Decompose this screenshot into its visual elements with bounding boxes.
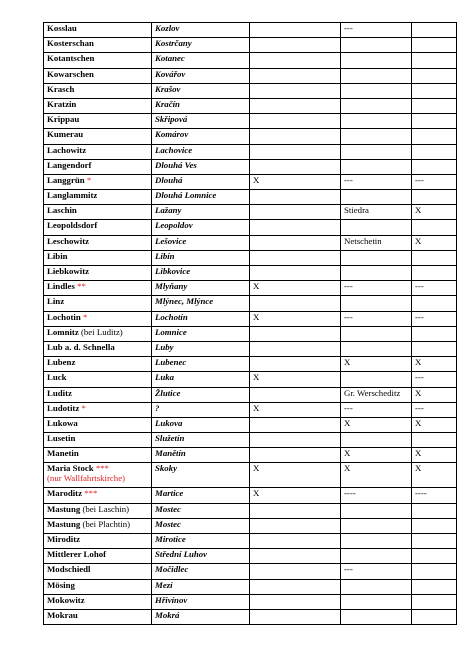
german-name: Maria Stock (47, 463, 94, 474)
value-cell-c3 (250, 266, 341, 281)
value-cell-c3 (250, 564, 341, 579)
value-cell-c3 (250, 594, 341, 609)
table-row (44, 488, 457, 503)
table-row (44, 387, 457, 402)
value-cell-c5: X (412, 357, 457, 372)
german-name: Krasch (47, 83, 75, 94)
value-cell-c5 (412, 579, 457, 594)
german-name-cell (44, 448, 152, 463)
value-cell-c4 (341, 220, 412, 235)
table-row (44, 448, 457, 463)
czech-name-cell: Dlouhá Ves (152, 159, 250, 174)
table-row (44, 417, 457, 432)
german-name-cell (44, 129, 152, 144)
german-name: Krippau (47, 114, 80, 125)
german-name: Mastung (47, 503, 81, 514)
value-cell-c4 (341, 534, 412, 549)
german-name-cell (44, 159, 152, 174)
value-cell-c3 (250, 38, 341, 53)
name-qualifier: (bei Luditz) (80, 326, 123, 337)
name-qualifier: (bei Laschin) (82, 503, 130, 514)
footnote-marker: * (82, 311, 88, 322)
value-cell-c4: --- (341, 23, 412, 38)
german-name-cell (44, 190, 152, 205)
german-name-cell (44, 281, 152, 296)
value-cell-c5 (412, 53, 457, 68)
value-cell-c3 (250, 129, 341, 144)
german-name: Ludotitz (47, 402, 80, 413)
german-name-cell (44, 250, 152, 265)
german-name: Langendorf (47, 159, 92, 170)
german-name: Mittlerer Lohof (47, 549, 107, 560)
german-name-cell (44, 503, 152, 518)
german-name: Linz (47, 296, 65, 307)
value-cell-c5 (412, 68, 457, 83)
czech-name-cell: Leopoldov (152, 220, 250, 235)
table-row (44, 114, 457, 129)
german-name: Miroditz (47, 534, 81, 544)
table-row (44, 534, 457, 549)
german-name: Kosslau (47, 23, 77, 33)
value-cell-c3 (250, 83, 341, 98)
czech-name-cell: Luka (152, 372, 250, 387)
german-name-cell (44, 402, 152, 417)
czech-name-cell: Kotanec (152, 53, 250, 68)
table-row (44, 38, 457, 53)
value-cell-c4: --- (341, 402, 412, 417)
german-name: Maroditz (47, 488, 83, 499)
value-cell-c4 (341, 159, 412, 174)
czech-name-cell: Mostec (152, 518, 250, 533)
value-cell-c5 (412, 549, 457, 564)
czech-name-cell: Močidlec (152, 564, 250, 579)
czech-name-cell: Střední Luhov (152, 549, 250, 564)
german-name-cell (44, 205, 152, 220)
czech-name-cell: Mokrá (152, 609, 250, 624)
table-row (44, 23, 457, 38)
value-cell-c5 (412, 220, 457, 235)
value-cell-c4 (341, 83, 412, 98)
czech-name-cell: Lešovice (152, 235, 250, 250)
german-name: Mösing (47, 579, 75, 590)
value-cell-c5 (412, 250, 457, 265)
value-cell-c5 (412, 114, 457, 129)
value-cell-c5 (412, 83, 457, 98)
german-name: Laschin (47, 205, 77, 216)
value-cell-c4: X (341, 463, 412, 488)
value-cell-c4 (341, 98, 412, 113)
german-name-cell (44, 564, 152, 579)
czech-name-cell: Dlouhá (152, 174, 250, 189)
german-name: Lubenz (47, 357, 76, 368)
value-cell-c4 (341, 144, 412, 159)
german-name: Kosterschan (47, 38, 94, 49)
value-cell-c5 (412, 564, 457, 579)
german-name-cell (44, 579, 152, 594)
value-cell-c3: X (250, 174, 341, 189)
czech-name-cell: Lukova (152, 417, 250, 432)
german-name: Modschiedl (47, 564, 91, 575)
value-cell-c4 (341, 68, 412, 83)
table-row (44, 372, 457, 387)
value-cell-c3 (250, 534, 341, 549)
value-cell-c5: --- (412, 311, 457, 326)
german-name-cell (44, 68, 152, 83)
german-name: Luditz (47, 387, 72, 398)
german-name-cell (44, 549, 152, 564)
german-name: Kotantschen (47, 53, 95, 64)
czech-name-cell: Luby (152, 341, 250, 356)
czech-name-cell: Martice (152, 488, 250, 503)
table-row (44, 579, 457, 594)
row-note: (nur Wallfahrtskirche) (47, 473, 126, 484)
table-row (44, 53, 457, 68)
value-cell-c3: X (250, 281, 341, 296)
value-cell-c3 (250, 387, 341, 402)
german-name-cell (44, 220, 152, 235)
value-cell-c3 (250, 357, 341, 372)
german-name: Lachowitz (47, 144, 87, 155)
czech-name-cell: Libkovice (152, 266, 250, 281)
czech-name-cell: Krašov (152, 83, 250, 98)
value-cell-c3 (250, 609, 341, 624)
table-row (44, 549, 457, 564)
value-cell-c5: X (412, 235, 457, 250)
value-cell-c3: X (250, 311, 341, 326)
czech-name-cell: Služetín (152, 433, 250, 448)
czech-name-cell: Mlyňany (152, 281, 250, 296)
value-cell-c5 (412, 38, 457, 53)
value-cell-c5 (412, 144, 457, 159)
value-cell-c4: X (341, 448, 412, 463)
czech-name-cell: Kovářov (152, 68, 250, 83)
german-name: Kowarschen (47, 68, 94, 79)
value-cell-c5: X (412, 387, 457, 402)
table-row (44, 402, 457, 417)
czech-name-cell: Mirotice (152, 534, 250, 549)
value-cell-c3: X (250, 372, 341, 387)
german-name: Lusetin (47, 433, 76, 444)
value-cell-c3 (250, 53, 341, 68)
value-cell-c5 (412, 503, 457, 518)
value-cell-c4 (341, 114, 412, 129)
value-cell-c4: Stiedra (341, 205, 412, 220)
czech-name-cell: ? (152, 402, 250, 417)
czech-name-cell: Mezí (152, 579, 250, 594)
german-name-cell (44, 83, 152, 98)
table-row (44, 341, 457, 356)
table-row (44, 311, 457, 326)
value-cell-c3 (250, 205, 341, 220)
footnote-marker: *** (84, 488, 98, 499)
table-row (44, 296, 457, 311)
german-name: Kratzin (47, 98, 77, 109)
value-cell-c4 (341, 518, 412, 533)
value-cell-c5: --- (412, 281, 457, 296)
value-cell-c4 (341, 296, 412, 311)
value-cell-c5: --- (412, 402, 457, 417)
value-cell-c4 (341, 250, 412, 265)
german-name-cell (44, 296, 152, 311)
value-cell-c3 (250, 296, 341, 311)
german-name: Mastung (47, 518, 81, 529)
value-cell-c3 (250, 448, 341, 463)
value-cell-c5: X (412, 417, 457, 432)
german-name-cell (44, 534, 152, 549)
value-cell-c4 (341, 579, 412, 594)
table-row (44, 518, 457, 533)
table-row (44, 129, 457, 144)
place-names-table (43, 22, 457, 625)
value-cell-c4 (341, 190, 412, 205)
value-cell-c4 (341, 372, 412, 387)
value-cell-c4: X (341, 417, 412, 432)
german-name: Lindles (47, 281, 75, 292)
value-cell-c3 (250, 114, 341, 129)
czech-name-cell: Lachovice (152, 144, 250, 159)
german-name-cell (44, 144, 152, 159)
value-cell-c4: --- (341, 174, 412, 189)
value-cell-c3 (250, 159, 341, 174)
german-name-cell (44, 23, 152, 38)
value-cell-c5 (412, 326, 457, 341)
value-cell-c5 (412, 518, 457, 533)
german-name-cell (44, 266, 152, 281)
german-name-cell (44, 463, 152, 488)
value-cell-c3 (250, 503, 341, 518)
value-cell-c3 (250, 220, 341, 235)
czech-name-cell: Lubenec (152, 357, 250, 372)
german-name-cell (44, 609, 152, 624)
table-row (44, 159, 457, 174)
value-cell-c4: X (341, 357, 412, 372)
german-name-cell (44, 98, 152, 113)
table-body (44, 23, 457, 625)
german-name-cell (44, 488, 152, 503)
value-cell-c3 (250, 250, 341, 265)
czech-name-cell: Skřipová (152, 114, 250, 129)
czech-name-cell: Žlutice (152, 387, 250, 402)
value-cell-c5 (412, 266, 457, 281)
value-cell-c3 (250, 341, 341, 356)
german-name-cell (44, 387, 152, 402)
german-name: Lochotin (47, 311, 81, 322)
table-row (44, 205, 457, 220)
value-cell-c5 (412, 296, 457, 311)
footnote-marker: ** (77, 281, 86, 292)
value-cell-c5: --- (412, 174, 457, 189)
value-cell-c4 (341, 38, 412, 53)
table-row (44, 326, 457, 341)
value-cell-c4 (341, 341, 412, 356)
german-name: Kumerau (47, 129, 84, 140)
table-row (44, 266, 457, 281)
german-name-cell (44, 372, 152, 387)
german-name-cell (44, 311, 152, 326)
value-cell-c4: Gr. Werscheditz (341, 387, 412, 402)
table-row (44, 144, 457, 159)
german-name-cell (44, 38, 152, 53)
table-row (44, 281, 457, 296)
value-cell-c3 (250, 190, 341, 205)
value-cell-c4 (341, 594, 412, 609)
german-name: Lukowa (47, 417, 78, 428)
german-name: Leschowitz (47, 235, 90, 246)
german-name-cell (44, 174, 152, 189)
value-cell-c5 (412, 609, 457, 624)
german-name: Mokowitz (47, 594, 85, 605)
value-cell-c3: X (250, 463, 341, 488)
german-name-cell (44, 594, 152, 609)
value-cell-c3 (250, 68, 341, 83)
value-cell-c5 (412, 159, 457, 174)
german-name: Liebkowitz (47, 266, 90, 276)
table-row (44, 609, 457, 624)
value-cell-c4: --- (341, 564, 412, 579)
czech-name-cell: Lomnice (152, 326, 250, 341)
value-cell-c3 (250, 23, 341, 38)
czech-name-cell: Dlouhá Lomnice (152, 190, 250, 205)
czech-name-cell: Lažany (152, 205, 250, 220)
german-name: Langlammitz (47, 190, 98, 201)
czech-name-cell: Libín (152, 250, 250, 265)
value-cell-c4 (341, 53, 412, 68)
value-cell-c3 (250, 579, 341, 594)
value-cell-c3: X (250, 488, 341, 503)
table-row (44, 433, 457, 448)
table-row (44, 190, 457, 205)
value-cell-c5: ---- (412, 488, 457, 503)
czech-name-cell: Skoky (152, 463, 250, 488)
value-cell-c4: ---- (341, 488, 412, 503)
czech-name-cell: Kozlov (152, 23, 250, 38)
table-row (44, 174, 457, 189)
german-name: Langgrün (47, 174, 85, 185)
czech-name-cell: Lochotín (152, 311, 250, 326)
german-name-cell (44, 114, 152, 129)
czech-name-cell: Manětín (152, 448, 250, 463)
value-cell-c5 (412, 190, 457, 205)
value-cell-c5: X (412, 463, 457, 488)
czech-name-cell: Kračín (152, 98, 250, 113)
german-name: Leopoldsdorf (47, 220, 98, 231)
value-cell-c5 (412, 433, 457, 448)
value-cell-c3 (250, 235, 341, 250)
footnote-marker: *** (95, 463, 110, 474)
table-row (44, 463, 457, 488)
german-name: Libin (47, 250, 68, 261)
table-row (44, 220, 457, 235)
table-row (44, 98, 457, 113)
czech-name-cell: Hřivínov (152, 594, 250, 609)
value-cell-c5: --- (412, 372, 457, 387)
german-name: Luck (47, 372, 67, 383)
value-cell-c4 (341, 326, 412, 341)
czech-name-cell: Mlýnec, Mlýnce (152, 296, 250, 311)
value-cell-c4 (341, 266, 412, 281)
german-name-cell (44, 417, 152, 432)
value-cell-c3 (250, 549, 341, 564)
footnote-marker: * (81, 402, 86, 413)
table-row (44, 235, 457, 250)
value-cell-c3 (250, 417, 341, 432)
value-cell-c4: Netschetin (341, 235, 412, 250)
table-row (44, 68, 457, 83)
value-cell-c5: X (412, 205, 457, 220)
value-cell-c4 (341, 129, 412, 144)
value-cell-c5 (412, 594, 457, 609)
czech-name-cell: Kostrčany (152, 38, 250, 53)
value-cell-c4 (341, 503, 412, 518)
table-row (44, 594, 457, 609)
german-name: Manetin (47, 448, 79, 459)
value-cell-c5: X (412, 448, 457, 463)
value-cell-c3 (250, 433, 341, 448)
table-row (44, 357, 457, 372)
value-cell-c5 (412, 129, 457, 144)
value-cell-c4 (341, 609, 412, 624)
value-cell-c5 (412, 341, 457, 356)
value-cell-c4: --- (341, 281, 412, 296)
value-cell-c3 (250, 326, 341, 341)
value-cell-c5 (412, 98, 457, 113)
value-cell-c3 (250, 98, 341, 113)
name-qualifier: (bei Plachtin) (82, 518, 131, 529)
german-name-cell (44, 53, 152, 68)
german-name-cell (44, 235, 152, 250)
value-cell-c3 (250, 144, 341, 159)
german-name: Lub a. d. Schnella (47, 341, 115, 352)
value-cell-c4 (341, 433, 412, 448)
footnote-marker: * (86, 174, 92, 185)
german-name: Mokrau (47, 609, 78, 620)
value-cell-c5 (412, 23, 457, 38)
value-cell-c3 (250, 518, 341, 533)
czech-name-cell: Mostec (152, 503, 250, 518)
table-row (44, 503, 457, 518)
czech-name-cell: Komárov (152, 129, 250, 144)
german-name-cell (44, 518, 152, 533)
table-row (44, 83, 457, 98)
value-cell-c4 (341, 549, 412, 564)
value-cell-c5 (412, 534, 457, 549)
table-row (44, 564, 457, 579)
value-cell-c3: X (250, 402, 341, 417)
german-name-cell (44, 433, 152, 448)
german-name-cell (44, 341, 152, 356)
value-cell-c4: --- (341, 311, 412, 326)
table-row (44, 250, 457, 265)
german-name: Lomnitz (47, 326, 79, 337)
german-name-cell (44, 357, 152, 372)
german-name-cell (44, 326, 152, 341)
